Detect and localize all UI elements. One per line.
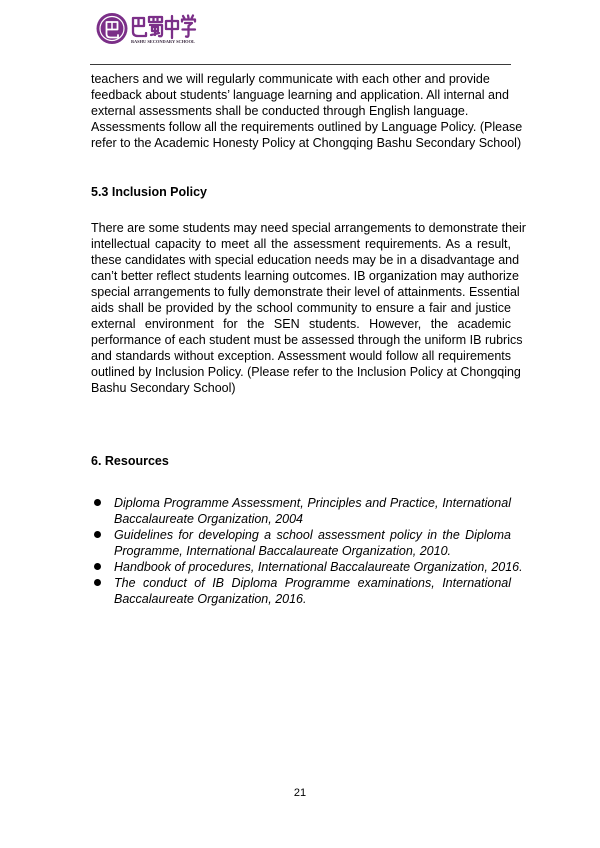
paragraph-line: intellectual capacity to meet all the assessment requirements. As a result, — [91, 237, 511, 251]
section-heading: 6. Resources — [91, 454, 169, 468]
paragraph-line: Bashu Secondary School) — [91, 381, 236, 395]
paragraph-line: special arrangements to fully demonstrate their level of attainments. Essential — [91, 285, 520, 299]
school-logo — [95, 9, 205, 49]
paragraph-line: teachers and we will regularly communicate with each other and provide — [91, 72, 490, 86]
reference-line: The conduct of IB Diploma Programme examinations, International — [114, 576, 511, 590]
paragraph-line: external assessments shall be conducted through English language. — [91, 104, 469, 118]
paragraph-line: these candidates with special education needs may be in a disadvantage and — [91, 253, 520, 267]
bullet-icon — [94, 531, 101, 538]
resources-list — [91, 495, 523, 607]
reference-list-item — [91, 559, 523, 575]
paragraph-line: aids shall be provided by the school community to ensure a fair and justice — [91, 301, 511, 315]
paragraph-line: feedback about students’ language learning and application. All internal and — [91, 88, 509, 102]
reference-line: Diploma Programme Assessment, Principles and Practice, International — [114, 496, 511, 510]
paragraph-line: outlined by Inclusion Policy. (Please refer to the Inclusion Policy at Chongqing — [91, 365, 521, 379]
reference-line: Guidelines for developing a school assessment policy in the Diploma — [114, 528, 511, 542]
continuation-paragraph — [91, 71, 523, 151]
page-number: 21 — [293, 787, 307, 799]
paragraph-line: Assessments follow all the requirements outlined by Language Policy. (Please — [91, 120, 523, 134]
logo-wordmark — [133, 16, 195, 39]
paragraph-line: There are some students may need special arrangements to demonstrate their — [91, 221, 526, 235]
inclusion-policy-paragraph — [91, 220, 526, 396]
paragraph-line: can’t better reflect students learning outcomes. IB organization may authorize — [91, 269, 520, 283]
paragraph-line: external environment for the SEN students. However, the academic — [91, 317, 511, 331]
reference-list-item — [91, 495, 511, 527]
bullet-icon — [94, 563, 101, 570]
paragraph-line: refer to the Academic Honesty Policy at Chongqing Bashu Secondary School) — [91, 136, 522, 150]
logo-subtitle: BASHU SECONDARY SCHOOL — [131, 39, 195, 44]
reference-list-item — [91, 527, 511, 559]
reference-line: Baccalaureate Organization, 2016. — [114, 592, 307, 606]
header-rule — [90, 64, 511, 65]
reference-list-item — [91, 575, 511, 607]
paragraph-line: performance of each student must be assessed through the uniform IB rubrics — [91, 333, 523, 347]
reference-line: Baccalaureate Organization, 2004 — [114, 512, 304, 526]
reference-line: Handbook of procedures, International Baccalaureate Organization, 2016. — [114, 560, 523, 574]
section-heading: 5.3 Inclusion Policy — [91, 185, 208, 199]
bashu-emblem-icon — [97, 13, 128, 44]
bullet-icon — [94, 499, 101, 506]
reference-line: Programme, International Baccalaureate Organization, 2010. — [114, 544, 451, 558]
paragraph-line: and standards without exception. Assessment would follow all requirements — [91, 349, 511, 363]
bullet-icon — [94, 579, 101, 586]
